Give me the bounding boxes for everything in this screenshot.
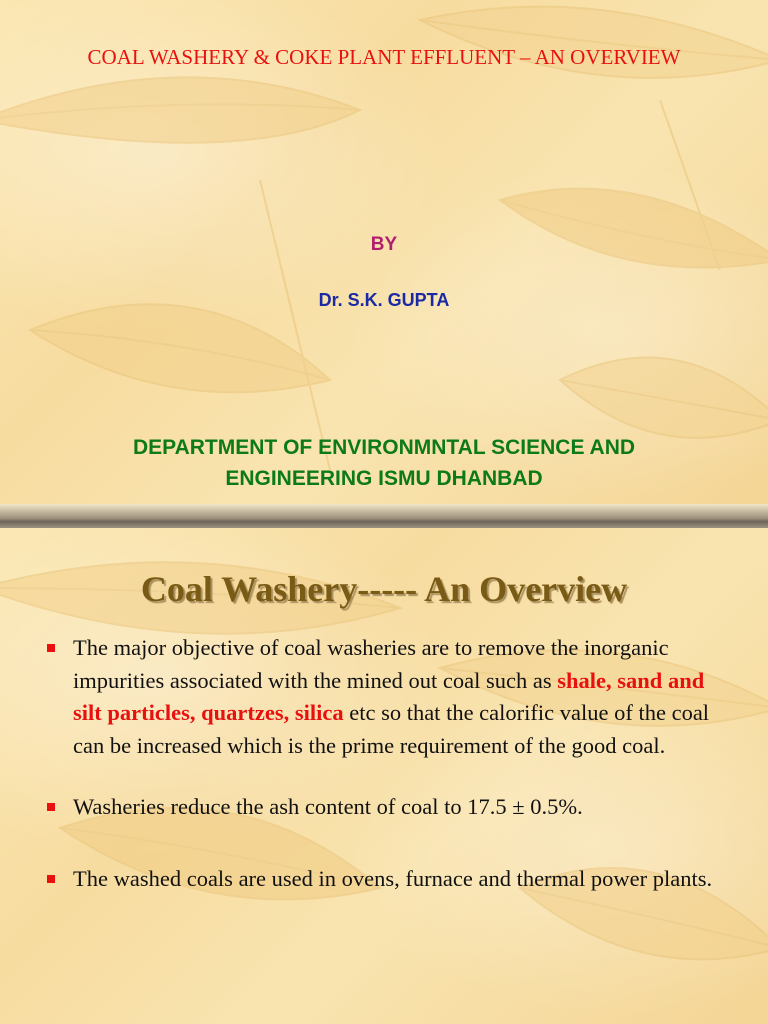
slide-heading: Coal Washery----- An Overview xyxy=(140,569,628,609)
bullet-text: The washed coals are used in ovens, furnace and thermal power plants. xyxy=(73,865,713,891)
by-label: BY xyxy=(370,234,398,255)
author-name: Dr. S.K. GUPTA xyxy=(318,290,450,310)
bullet-square-icon xyxy=(47,803,55,811)
bullet-text-continued: etc so that the calorific value of the coal can be increased which is the prime requirement of the good coal. xyxy=(73,700,710,758)
overview-slide xyxy=(0,528,768,1024)
bullet-item xyxy=(44,791,724,824)
bullet-text: Washeries reduce the ash content of coal to 17.5 ± 0.5%. xyxy=(73,794,583,819)
bullet-item xyxy=(44,863,724,896)
bullet-text: The major objective of coal washeries are to remove the inorganic impurities associated with the mined out coal such as xyxy=(73,635,669,693)
department-name xyxy=(0,432,768,494)
bullet-square-icon xyxy=(47,644,55,652)
department-line-1: DEPARTMENT OF ENVIRONMNTAL SCIENCE AND xyxy=(132,436,636,459)
presentation-title: COAL WASHERY & COKE PLANT EFFLUENT – AN OVERVIEW xyxy=(87,45,681,69)
bullet-square-icon xyxy=(47,875,55,883)
department-line-2: ENGINEERING ISMU DHANBAD xyxy=(225,467,543,490)
bullet-item xyxy=(44,632,724,762)
highlighted-impurities: shale, sand and silt particles, quartzes, silica xyxy=(73,667,705,725)
bullet-list xyxy=(44,632,724,895)
